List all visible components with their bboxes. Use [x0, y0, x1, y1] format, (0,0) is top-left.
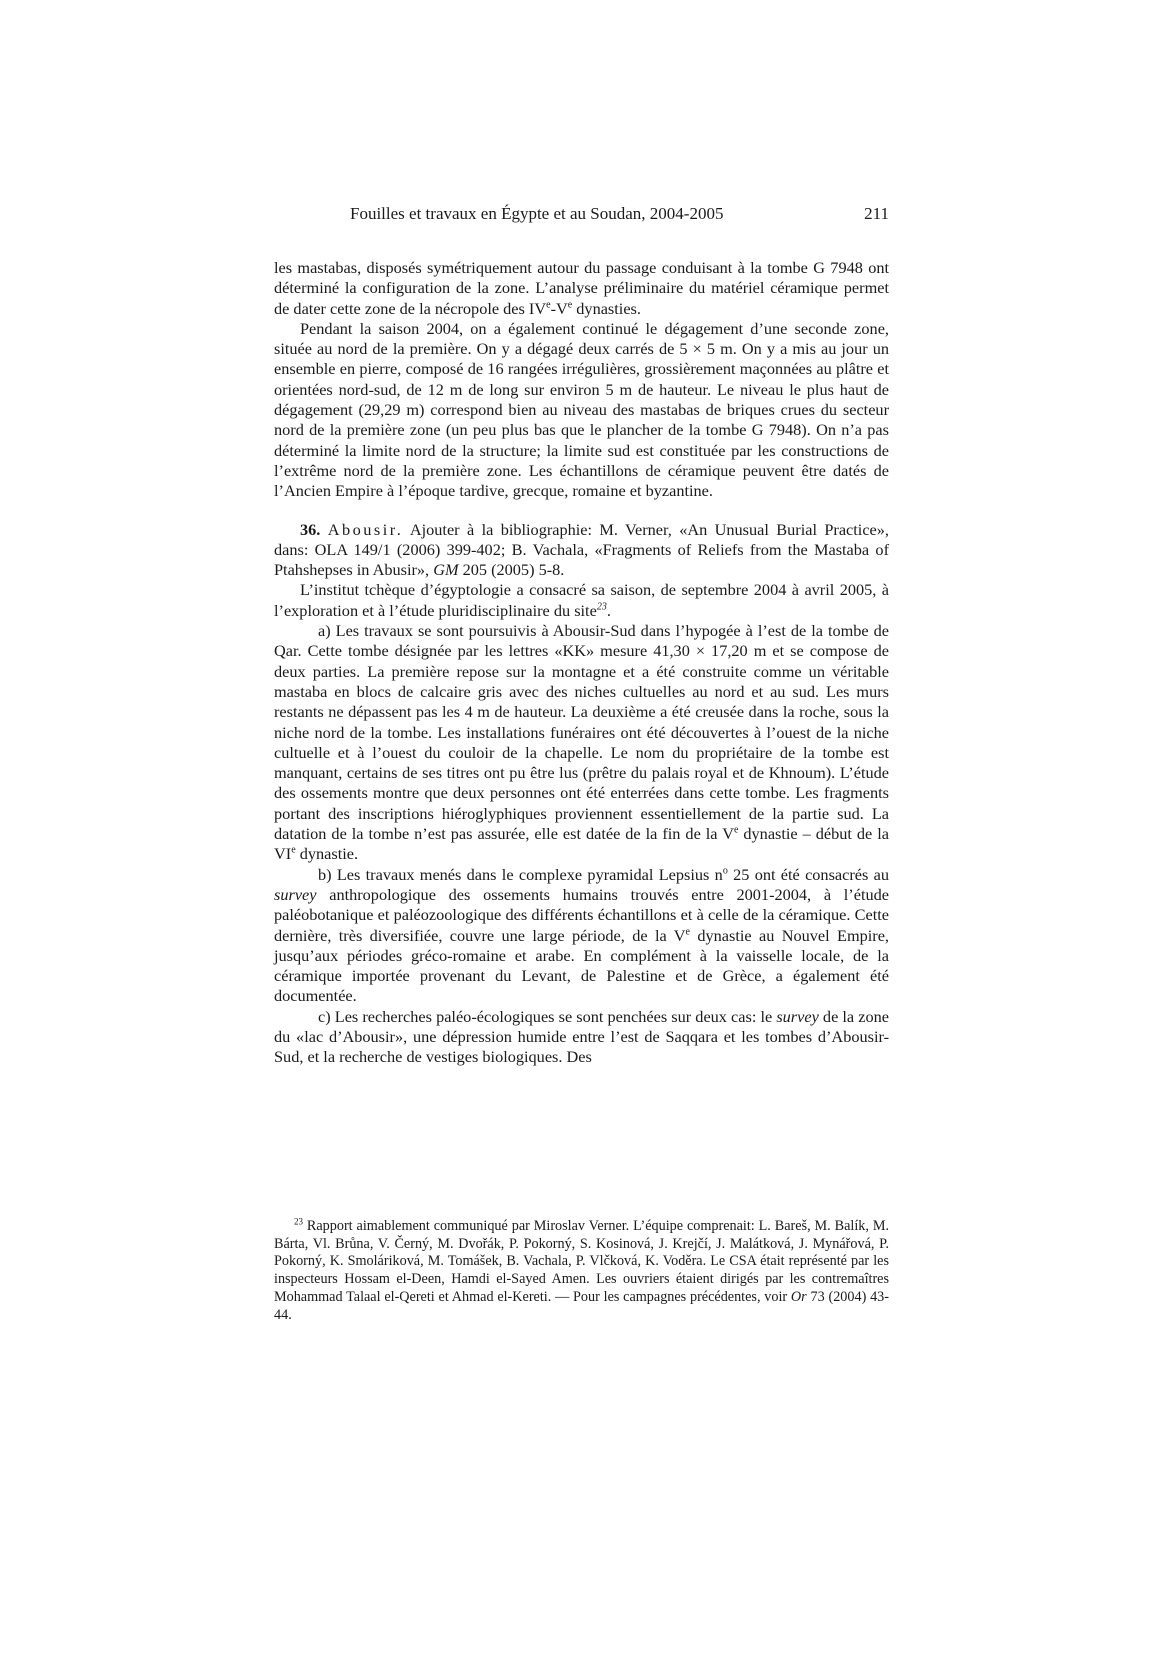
footnote-mark: 23 — [294, 1216, 303, 1227]
footnote-reference: 23 — [596, 601, 607, 613]
journal-abbrev: GM — [433, 560, 459, 580]
running-title: Fouilles et travaux en Égypte et au Soudan, 2004-2005 — [350, 204, 724, 223]
paragraph-b: b) Les travaux menés dans le complexe pyramidal Lepsius $n^o$ 25 ont été consacrés au survey anthropologique des ossements humains trouvés entre 2001-2004, à l’étude paléobotanique et paléozoologique des différents échantillons et à celle de la céramique. Cette dernière, très diversifiée, couvre une large période, de la Ve dynastie au Nouvel Empire, jusqu’aux périodes gréco-romaine et arabe. En complément à la vaisselle locale, de la céramique importée provenant du Levant, de Palestine et de Grèce, a également été documentée. — [274, 864, 890, 1006]
paragraph-c: c) Les recherches paléo-écologiques se sont penchées sur deux cas: le survey de la zone du «lac d’Abousir», une dépression humide entre l’est de Saqqara et les tombes d’Abousir-Sud, et la recherche de vestiges biologiques. Des — [274, 1006, 889, 1067]
section-site: Abousir. — [327, 519, 404, 539]
section-number: 36. — [300, 519, 321, 539]
paragraph-3: L’institut tchèque d’égyptologie a consacré sa saison, de septembre 2004 à avril 2005, à l’exploration et à l’étude pluridisciplinaire du site$^{23}$. — [274, 580, 889, 620]
footnote-23: $^{23}$ Rapport aimablement communiqué par Miroslav Verner. L’équipe comprenait: L. Bareš, M. Balík, M. Bárta, Vl. Brůna, V. Černý, M. Dvořák, P. Pokorný, S. Kosinová, J. Krejčí, J. Malátková, J. Mynářová, P. Pokorný, K. Smoláriková, M. Tomášek, B. Vachala, P. Vlčková, K. Voděra. Le CSA était représenté par les inspecteurs Hossam el-Deen, Hamdi el-Sayed Amen. Les ouvriers étaient dirigés par les contremaîtres Mohammad Talaal el-Qereti et Ahmad el-Kereti. — Pour les campagnes précédentes, voir Or 73 (2004) 43-44. — [274, 1216, 889, 1323]
page-number: 211 — [864, 204, 889, 223]
paragraph-2: Pendant la saison 2004, on a également continué le dégagement d’une seconde zone, située au nord de la première. On y a dégagé deux carrés de 5 × 5 m. On y a mis au jour un ensemble en pierre, composé de 16 rangées irrégulières, grossièrement maçonnées au plâtre et orientées nord-sud, de 12 m de long sur environ 5 m de hauteur. Le niveau le plus haut de dégagement (29,29 m) correspond bien au niveau des mastabas de briques crues du secteur nord de la première zone (un peu plus bas que le plancher de la tombe G 7948). On n’a pas déterminé la limite nord de la structure; la limite sud est constituée par les constructions de l’extrême nord de la première zone. Les échantillons de céramique peuvent être datés de l’Ancien Empire à l’époque tardive, grecque, romaine et byzantine. — [274, 318, 889, 501]
main-text — [274, 258, 889, 1068]
paragraph-a: a) Les travaux se sont poursuivis à Abousir-Sud dans l’hypogée à l’est de la tombe de Qar. Cette tombe désignée par les lettres «KK» mesure 41,30 × 17,20 m et se compose de deux parties. La première repose sur la montagne et a été construite comme un véritable mastaba en blocs de calcaire gris avec des niches cultuelles au nord et au sud. Les murs restants ne dépassent pas les 4 m de hauteur. La deuxième a été creusée dans la roche, sous la niche nord de la tombe. Les installations funéraires ont été découvertes à l’ouest de la niche cultuelle et à l’ouest du couloir de la chapelle. Le nom du propriétaire de la tombe est manquant, certains de ses titres ont pu être lus (prêtre du palais royal et de Khnoum). L’étude des ossements montre que deux personnes ont été enterrées dans cette tombe. Les fragments portant des inscriptions hiéroglyphiques proviennent essentiellement de la partie sud. La datation de la tombe n’est pas assurée, elle est datée de la fin de la Ve dynastie – début de la VIe dynastie. — [274, 621, 889, 864]
paragraph-1: les mastabas, disposés symétriquement autour du passage conduisant à la tombe G 7948 ont déterminé la configuration de la zone. L’analyse préliminaire du matériel céramique permet de dater cette zone de la nécropole des IVe-Ve dynasties. — [274, 258, 889, 318]
section-36: 36. Abousir. Ajouter à la bibliographie: M. Verner, «An Unusual Burial Practice», dans: OLA 149/1 (2006) 399-402; B. Vachala, «Fragments of Reliefs from the Mastaba of Ptahshepses in Abusir», GM 205 (2005) 5-8. — [274, 519, 889, 580]
footnotes — [274, 1218, 889, 1324]
